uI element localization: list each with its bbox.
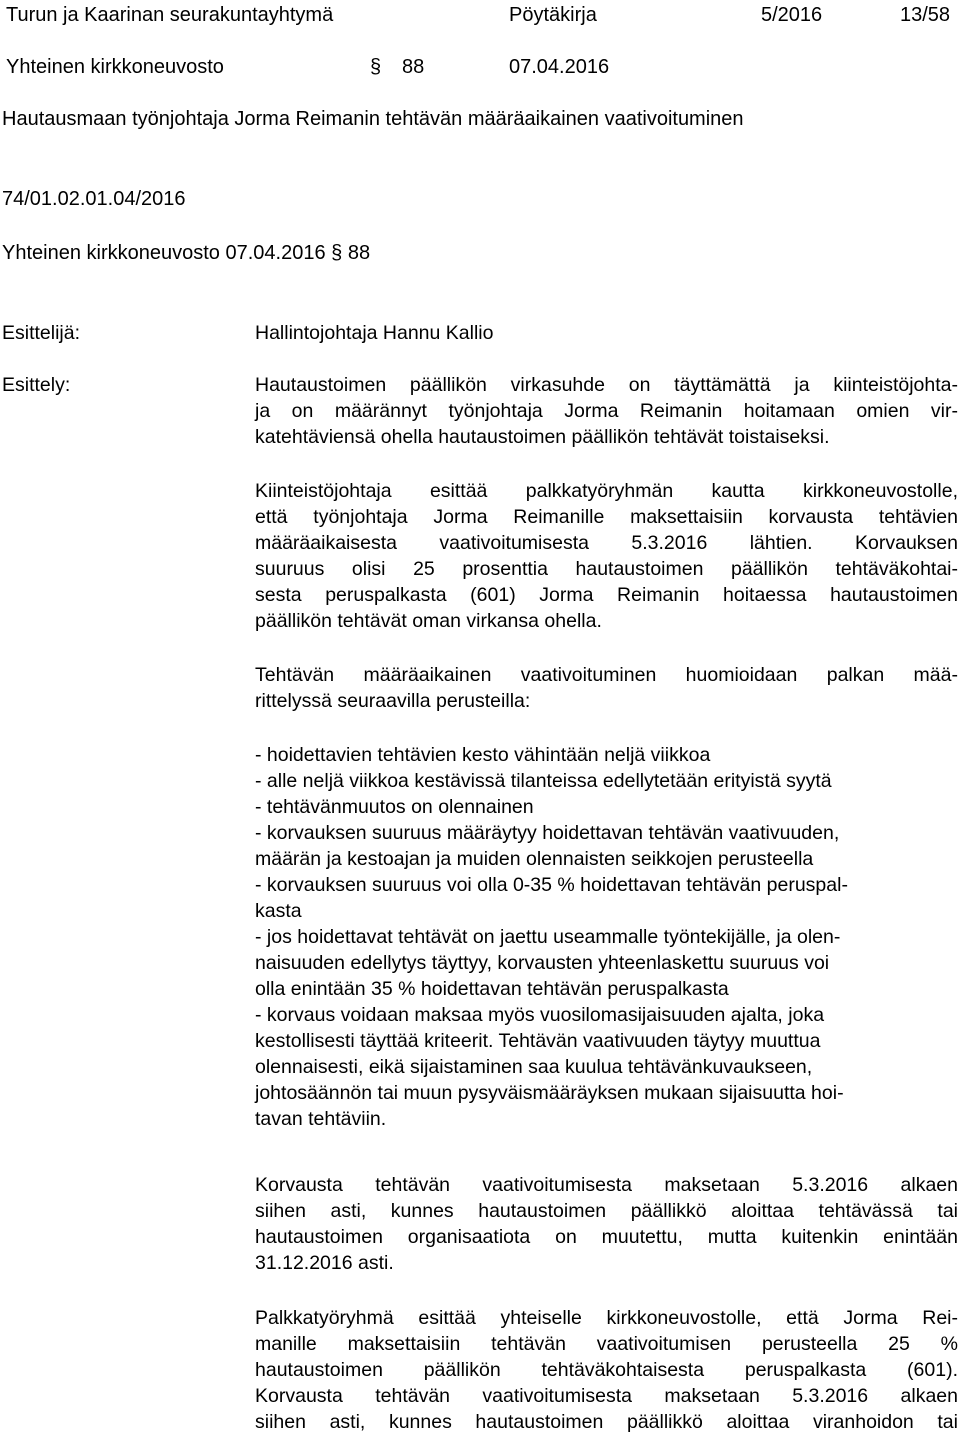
list-item: - tehtävänmuutos on olennainen [255,796,534,818]
body-line: ja on määrännyt työnjohtaja Jorma Reimanin hoitamaan omien vir- [255,400,958,422]
list-item: - hoidettavien tehtävien kesto vähintään neljä viikkoa [255,744,711,766]
document-number: 5/2016 [761,4,823,26]
presenter-label: Esittelijä: [2,322,81,344]
list-item: naisuuden edellytys täyttyy, korvausten yhteenlaskettu suuruus voi [255,952,830,974]
list-item: tavan tehtäviin. [255,1108,387,1130]
body-line: hautaustoimen päällikön tehtäväkohtaisesta peruspalkasta (601). [255,1359,958,1381]
list-item: kestollisesti täyttää kriteerit. Tehtävän vaativuuden täytyy muuttua [255,1030,821,1052]
body-line: sesta peruspalkasta (601) Jorma Reimanin hoitaessa hautaustoimen [255,584,958,606]
meeting-date: 07.04.2016 [509,56,610,78]
body-line: katehtäviensä ohella hautaustoimen päällikön tehtävät toistaiseksi. [255,426,830,448]
item-title: Hautausmaan työnjohtaja Jorma Reimanin tehtävän määräaikainen vaativoituminen [2,108,744,130]
body-line: Korvausta tehtävän vaativoitumisesta maksetaan 5.3.2016 alkaen [255,1385,958,1407]
body-line: Kiinteistöjohtaja esittää palkkatyöryhmän kautta kirkkoneuvostolle, [255,480,958,502]
meeting-line-section: 88 [347,242,371,264]
list-item: - korvauksen suuruus määräytyy hoidettavan tehtävän vaativuuden, [255,822,840,844]
meeting-line-text: Yhteinen kirkkoneuvosto 07.04.2016 [2,242,326,264]
meeting-line [2,240,370,266]
list-item: - jos hoidettavat tehtävät on jaettu useammalle työntekijälle, ja olen- [255,926,841,948]
body-line: siihen asti, kunnes hautaustoimen päällikkö aloittaa viranhoidon tai [255,1411,958,1433]
body-line: Hautaustoimen päällikön virkasuhde on täyttämättä ja kiinteistöjohta- [255,374,958,396]
document-type: Pöytäkirja [509,4,597,26]
list-item: olla enintään 35 % hoidettavan tehtävän peruspalkasta [255,978,729,1000]
body-line: suuruus olisi 25 prosenttia hautaustoimen päällikön tehtäväkohtai- [255,558,958,580]
list-item: johtosäännön tai muun pysyväismääräyksen mukaan sijaisuutta hoi- [255,1082,844,1104]
body-line: manille maksettaisiin tehtävän vaativoitumisen perusteella 25 % [255,1333,958,1355]
body-line: Korvausta tehtävän vaativoitumisesta maksetaan 5.3.2016 alkaen [255,1174,958,1196]
body-line: 31.12.2016 asti. [255,1252,394,1274]
body-line: siihen asti, kunnes hautaustoimen päällikkö aloittaa tehtävässä tai [255,1200,958,1222]
list-item: olennaisesti, eikä sijaistaminen saa kuulua tehtävänkuvaukseen, [255,1056,813,1078]
body-line: hautaustoimen organisaatiota on muutettu, mutta kuitenkin enintään [255,1226,958,1248]
body-line: päällikön tehtävät oman virkansa ohella. [255,610,602,632]
body-line: määräaikaisesta vaativoitumisesta 5.3.2016 lähtien. Korvauksen [255,532,958,554]
presentation-label: Esittely: [2,374,71,396]
list-item: - korvauksen suuruus voi olla 0-35 % hoidettavan tehtävän peruspal- [255,874,848,896]
meeting-line-section-sign: § [331,242,343,264]
section-sign: § [370,56,382,78]
list-item: - korvaus voidaan maksaa myös vuosilomasijaisuuden ajalta, joka [255,1004,825,1026]
body-line: että työnjohtaja Jorma Reimanille maksettaisiin korvausta tehtävien [255,506,958,528]
body-line: Tehtävän määräaikainen vaativoituminen huomioidaan palkan mää- [255,664,958,686]
body-line: rittelyssä seuraavilla perusteilla: [255,690,531,712]
meeting-body: Yhteinen kirkkoneuvosto [6,56,224,78]
organization-name: Turun ja Kaarinan seurakuntayhtymä [6,4,334,26]
item-reference: 74/01.02.01.04/2016 [2,188,186,210]
section-number: 88 [402,56,425,78]
presenter-name: Hallintojohtaja Hannu Kallio [255,322,494,344]
body-line: Palkkatyöryhmä esittää yhteiselle kirkkoneuvostolle, että Jorma Rei- [255,1307,958,1329]
list-item: määrän ja kestoajan ja muiden olennaisten seikkojen perusteella [255,848,814,870]
page-number: 13/58 [900,4,951,26]
list-item: kasta [255,900,302,922]
list-item: - alle neljä viikkoa kestävissä tilanteissa edellytetään erityistä syytä [255,770,832,792]
